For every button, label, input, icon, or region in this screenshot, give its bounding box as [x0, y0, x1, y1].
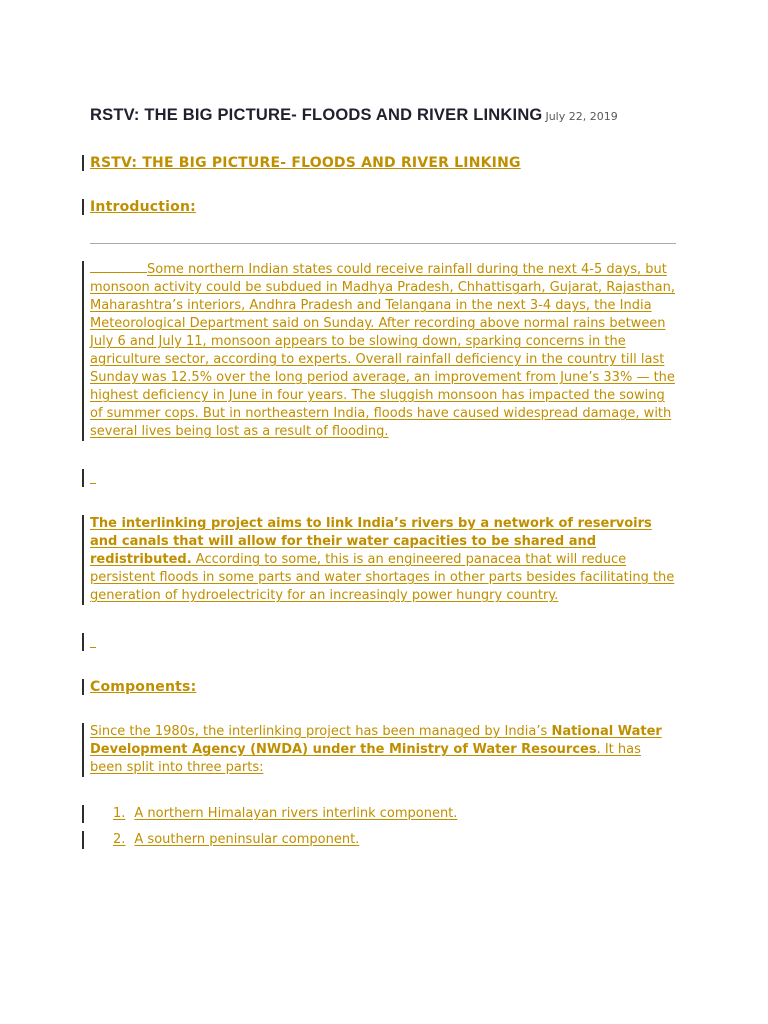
section-heading-introduction	[82, 199, 676, 215]
document-title: RSTV: THE BIG PICTURE- FLOODS AND RIVER LINKING	[90, 106, 543, 124]
intro-paragraph	[82, 261, 676, 441]
interlinking-paragraph-bold-text: The interlinking project aims to link India’s rivers by a network of reservoirs and canals that will allow for their water capacities to be shared and redistributed.	[90, 516, 652, 567]
components-paragraph	[82, 723, 676, 777]
introduction-heading-text: Introduction:	[90, 199, 196, 215]
list-item-number: 1.	[113, 806, 126, 821]
list-item-text: A southern peninsular component.	[134, 832, 360, 847]
empty-line	[82, 469, 676, 487]
section-divider	[90, 243, 676, 244]
section-heading-components	[82, 679, 676, 695]
components-list	[82, 805, 676, 849]
document-title-row	[90, 106, 676, 125]
list-item	[82, 831, 676, 849]
blank-line-marker	[90, 472, 96, 484]
components-heading-text: Components:	[90, 679, 197, 695]
document-date: July 22, 2019	[545, 110, 618, 123]
article-heading	[82, 155, 676, 171]
list-item-text: A northern Himalayan rivers interlink component.	[134, 806, 458, 821]
list-item-number: 2.	[113, 832, 126, 847]
blank-line-marker	[90, 636, 96, 648]
paragraph-indent	[90, 261, 147, 273]
intro-paragraph-text: Some northern Indian states could receive rainfall during the next 4-5 days, but monsoon activity could be subdued in Madhya Pradesh, Chhattisgarh, Gujarat, Rajasthan, Maharashtra’s interiors, Andhra Pradesh and Telangana in the next 3-4 days, the India Meteorological Department said on Sunday. After recording above normal rains between July 6 and July 11, monsoon appears to be slowing down, sparking concerns in the agriculture sector, according to experts. Overall rainfall deficiency in the country till last Sunday was 12.5% over the long period average, an improvement from June’s 33% — the highest deficiency in June in four years. The sluggish monsoon has impacted the sowing of summer cops. But in northeastern India, floods have caused widespread damage, with several lives being lost as a result of flooding.	[90, 262, 675, 439]
list-item	[82, 805, 676, 823]
components-paragraph-text-end: . It has been split into three parts:	[90, 742, 641, 775]
interlinking-paragraph	[82, 515, 676, 605]
interlinking-paragraph-text: According to some, this is an engineered panacea that will reduce persistent floods in some parts and water shortages in other parts besides facilitating the generation of hydroelectricity for an increasingly power hungry country.	[90, 552, 675, 603]
article-heading-text: RSTV: THE BIG PICTURE- FLOODS AND RIVER LINKING	[90, 155, 521, 171]
components-paragraph-text-start: Since the 1980s, the interlinking project has been managed by India’s	[90, 724, 552, 739]
empty-line	[82, 633, 676, 651]
components-paragraph-bold-text: National Water Development Agency (NWDA) under the Ministry of Water Resources	[90, 724, 662, 757]
